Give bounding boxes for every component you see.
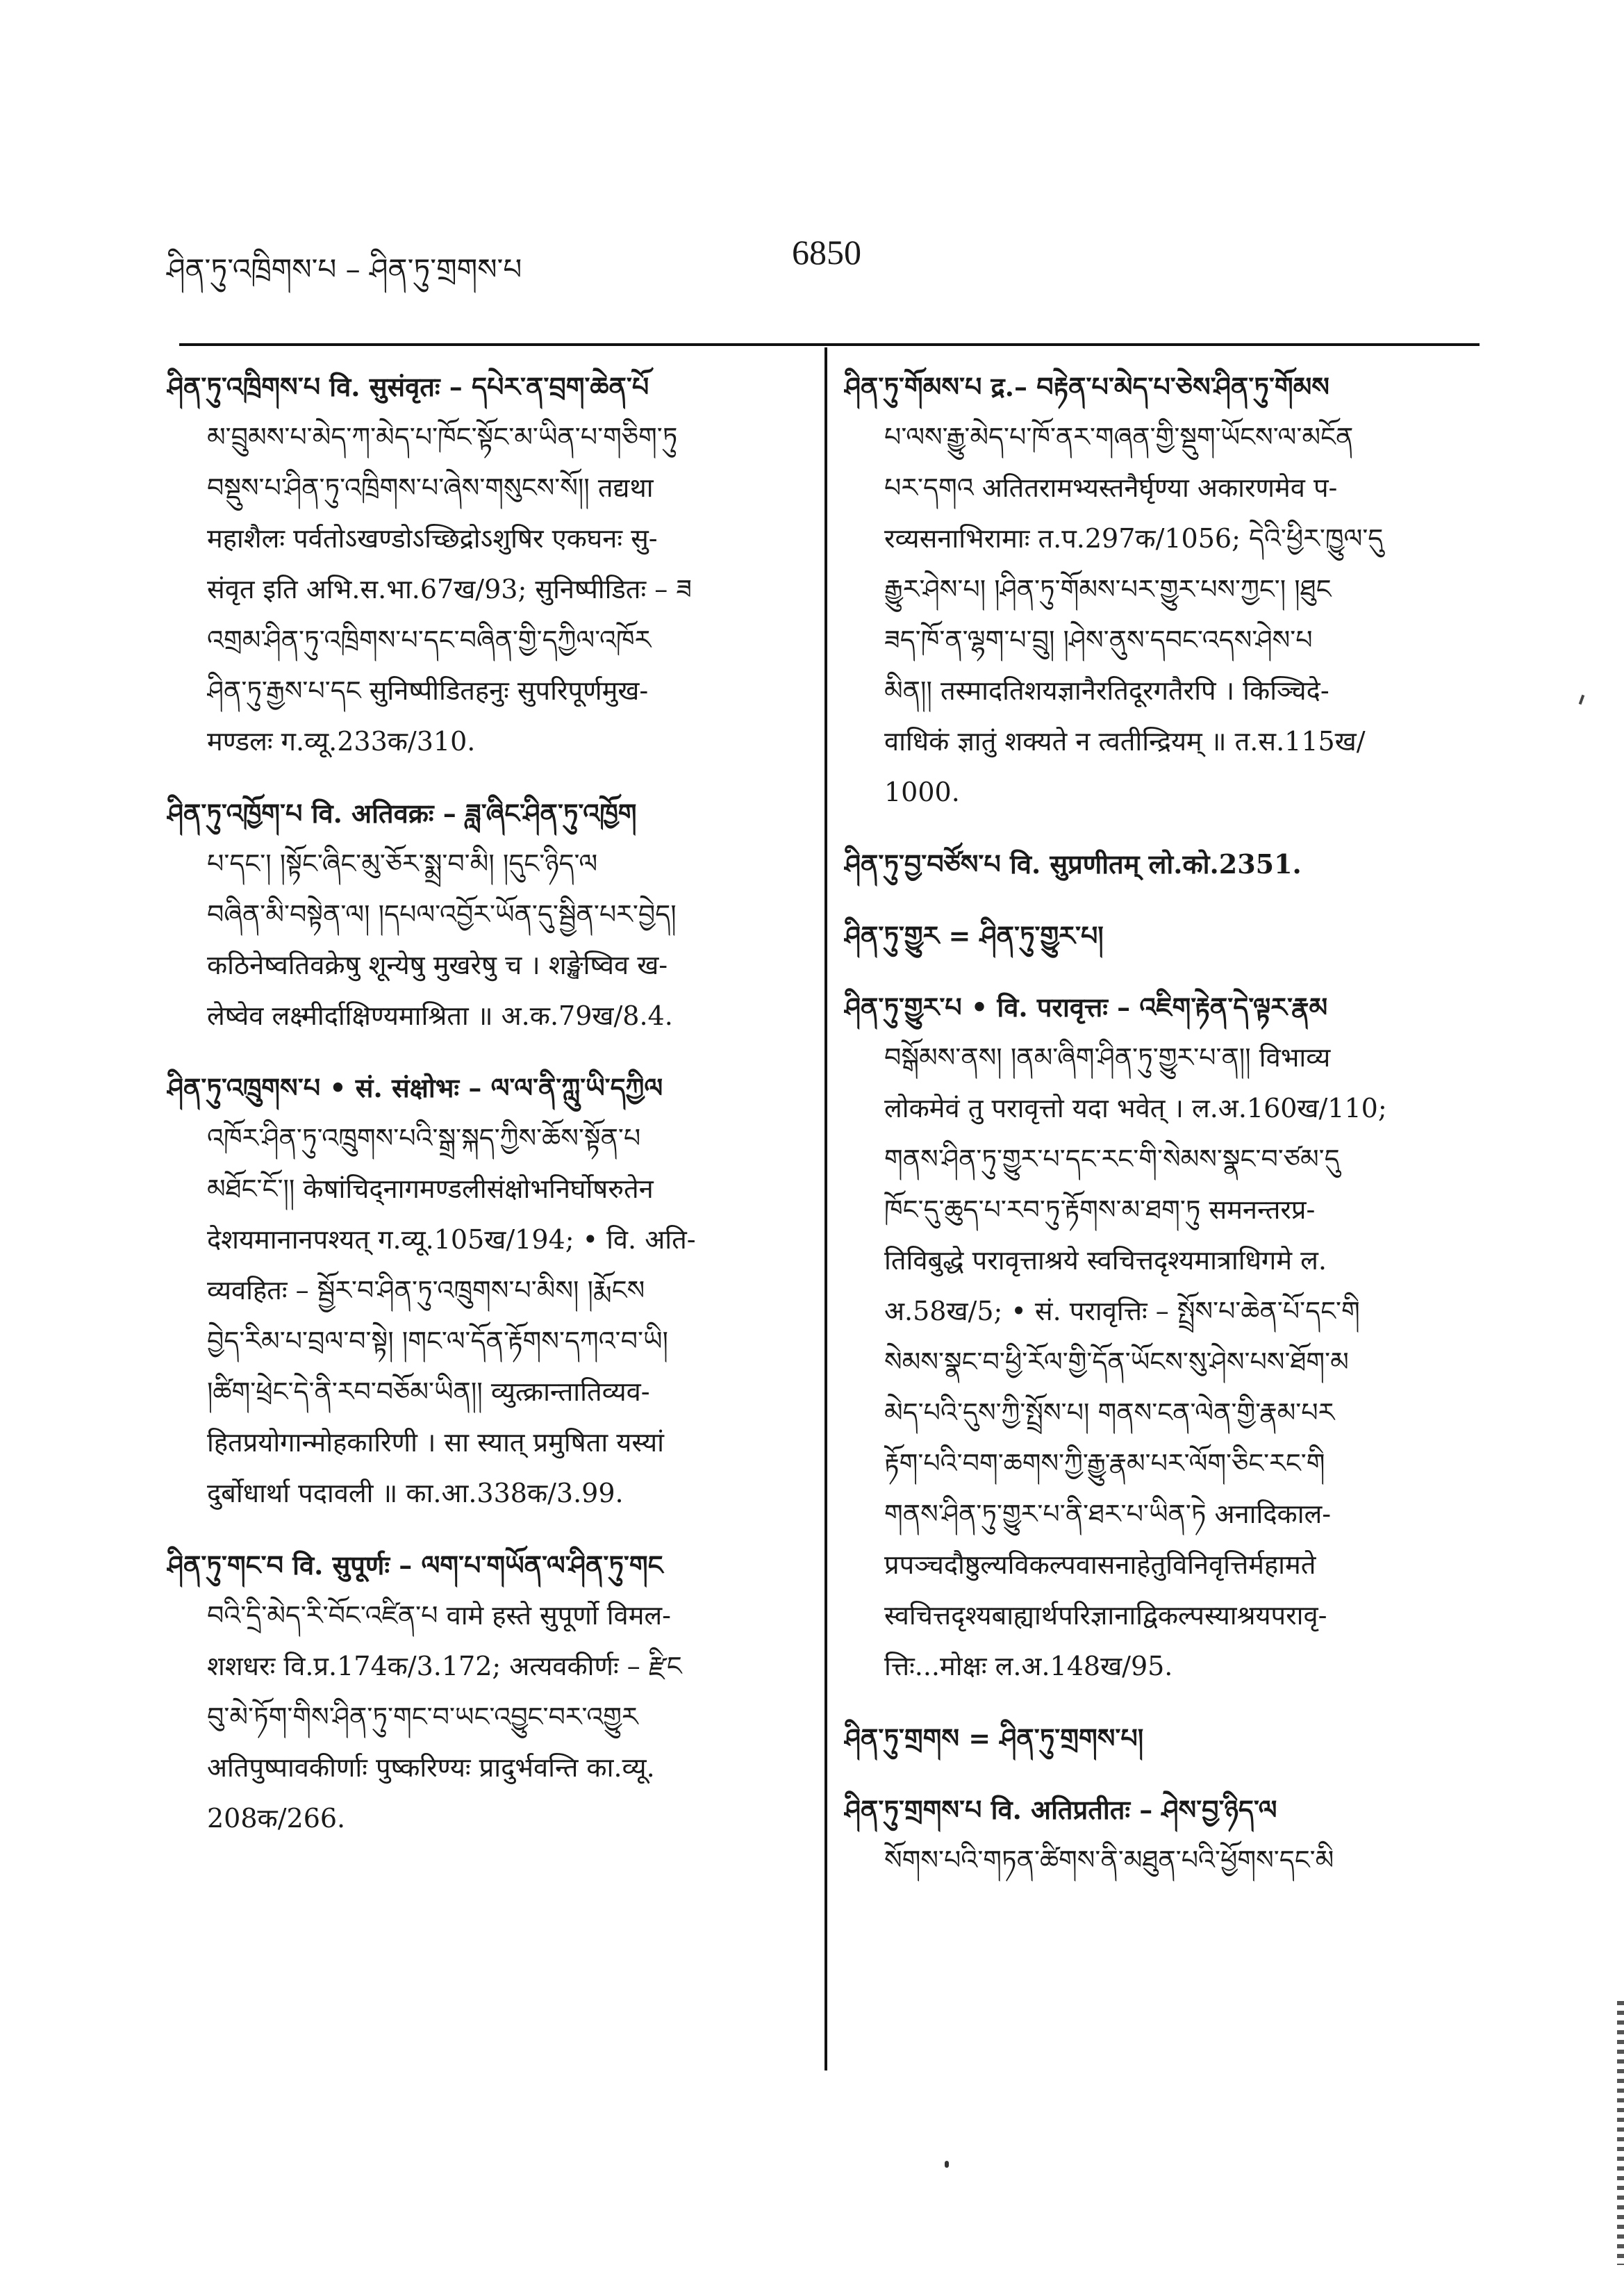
dictionary-entry <box>167 1062 806 1519</box>
entry-text-line: ཁོང་དུ་ཆུད་པ་རབ་ཏུ་རྟོགས་མ་ཐག་ཏུ समनन्तरप्र- <box>884 1194 1316 1225</box>
entry-text-line: བྱེད་རིམ་པ་བྲལ་བ་སྟེ། །གང་ལ་དོན་རྟོགས་དཀའ་བ་ཡི། <box>207 1326 668 1356</box>
entry-text-line: མཐོང་ངོ་།། केषांचिद्नागमण्डलीसंक्षोभनिर्घोषरुतेन <box>207 1174 654 1204</box>
dictionary-entry <box>844 839 1483 889</box>
entry-text-line: अ.58ख/5; • सं. परावृत्तिः – སྤྲོས་པ་ཆེན་པོ་དང་གི <box>884 1296 1360 1326</box>
dictionary-entry <box>844 1713 1483 1763</box>
entry-text-line: བཞིན་མི་བསྟེན་ལ། །དཔལ་འབྱོར་ཡོན་དུ་སྦྱིན་པར་བྱེད། <box>207 899 677 930</box>
entry-headword-line: ཤིན་ཏུ་གྱུར = ཤིན་ཏུ་གྱུར་པ། <box>844 920 1104 951</box>
page-number: 6850 <box>792 233 861 272</box>
dictionary-entry <box>167 788 806 1041</box>
entry-headword-line: ཤིན་ཏུ་འཁྲུགས་པ • सं. संक्षोभः – ལ་ལ་ནི་ཀླུ་ཡི་དཀྱིལ <box>167 1072 663 1103</box>
entry-text-line: མིན།། तस्मादतिशयज्ञानैरतिदूरगतैरपि । किञ्चिदे- <box>884 675 1329 706</box>
running-head: ཤིན་ཏུ་འཁྲིགས་པ – ཤིན་ཏུ་གྲགས་པ <box>167 252 522 286</box>
entry-text-line: པར་དགའ अतितरामभ्यस्तनैर्घृण्या अकारणमेव प- <box>884 472 1338 503</box>
stray-dot <box>945 2161 949 2168</box>
entry-text-line: संवृत इति अभि.स.भा.67ख/93; सुनिष्पीडितः – ཟ <box>207 574 693 604</box>
entry-text-line: མ་བྲུམས་པ་མེད་ཀ་མེད་པ་ཁོང་སྟོང་མ་ཡིན་པ་གཅིག་ཏུ <box>207 422 678 452</box>
dictionary-entry <box>167 1540 806 1844</box>
entry-text-line: འགྲམ་ཤིན་ཏུ་འཁྲིགས་པ་དང་བཞིན་གྱི་དཀྱིལ་འཁོར <box>207 625 652 655</box>
entry-text-line: 208क/266. <box>207 1803 346 1834</box>
entry-text-line: སེམས་སྣང་བ་ཕྱི་རོལ་གྱི་དོན་ཡོངས་སུ་ཤེས་པས་ཐོག་མ <box>884 1347 1349 1377</box>
entry-text-line: हितप्रयोगान्मोहकारिणी । सा स्यात् प्रमुषिता यस्यां <box>207 1427 664 1458</box>
entry-text-line: स्वचित्तदृश्यबाह्यार्थपरिज्ञानाद्विकल्पस्याश्रयपरावृ- <box>884 1600 1327 1631</box>
entry-text-line: མེད་པའི་དུས་ཀྱི་སྤྲོས་པ། གནས་ངན་ལེན་གྱི་རྣམ་པར <box>884 1397 1335 1428</box>
dictionary-entry <box>844 982 1483 1692</box>
entry-headword-line: ཤིན་ཏུ་བྱ་བཙོས་པ वि. सुप्रणीतम् लो.को.2351. <box>844 848 1302 880</box>
entry-text-line: བསྡུས་པ་ཤིན་ཏུ་འཁྲིགས་པ་ཞེས་གསུངས་སོ།། तद्यथा <box>207 472 654 503</box>
column-divider <box>825 347 827 2070</box>
entry-text-line: वाधिकं ज्ञातुं शक्यते न त्वतीन्द्रियम् ॥ त.स.115ख/ <box>884 726 1366 757</box>
header-rule <box>179 343 1480 346</box>
scan-edge-mark <box>1617 2001 1624 2265</box>
entry-text-line: कठिनेष्वतिवक्रेषु शून्येषु मुखरेषु च । शङ्खेष्विव ख- <box>207 950 668 980</box>
entry-headword-line: ཤིན་ཏུ་གོམས་པ द्र.– བརྟེན་པ་མེད་པ་ཅེས་ཤིན་ཏུ་གོམས <box>844 371 1329 402</box>
entry-text-line: བའི་དྲི་མེད་རི་བོང་འཛིན་པ वामे हस्ते सुपूर्णो विमल- <box>207 1600 672 1631</box>
entry-text-line: པ་ལས་རྒྱུ་མེད་པ་ཁོ་ནར་གཞན་གྱི་སྡུག་ཡོངས་ལ་མངོན <box>884 422 1354 452</box>
entry-text-line: གནས་ཤིན་ཏུ་གྱུར་པ་ནི་ཐར་པ་ཡིན་ཏེ अनादिकाल- <box>884 1499 1332 1529</box>
entry-text-line: །ཚིག་ཕྲེང་དེ་ནི་རབ་བཅོམ་ཡིན།། व्युत्क्रान्तातिव्यव- <box>207 1376 650 1407</box>
entry-text-line: प्रपञ्चदौष्ठुल्यविकल्पवासनाहेतुविनिवृत्तिर्महामते <box>884 1549 1316 1580</box>
entry-headword-line: ཤིན་ཏུ་འཁྱོག་པ वि. अतिवक्रः – ཟླ་ཞིང་ཤིན་ཏུ་འཁྱོག <box>167 798 637 829</box>
entry-text-line: གནས་ཤིན་ཏུ་གྱུར་པ་དང་རང་གི་སེམས་སྣང་བ་ཙམ་དུ <box>884 1144 1340 1174</box>
entry-text-line: འཁོར་ཤིན་ཏུ་འཁྲུགས་པའི་སྒྲ་སྐད་ཀྱིས་ཆོས་སྟོན་པ <box>207 1123 641 1153</box>
entry-headword-line: ཤིན་ཏུ་གྱུར་པ • वि. परावृत्तः – འཇིག་རྟེན་དེ་ལྟར་རྣམ <box>844 991 1328 1023</box>
entry-text-line: त्तिः...मोक्षः ल.अ.148ख/95. <box>884 1651 1173 1681</box>
entry-text-line: अतिपुष्पावकीर्णाः पुष्करिण्यः प्रादुर्भवन्ति का.व्यू. <box>207 1752 655 1783</box>
entry-text-line: ཤིན་ཏུ་རྒྱས་པ་དང सुनिष्पीडितहनुः सुपरिपूर्णमुख- <box>207 675 649 706</box>
entry-text-line: པ་དང་། །སྟོང་ཞིང་མུ་ཅོར་སྨྲ་བ་མི། །དུང་ཉིད་ལ <box>207 848 598 879</box>
dictionary-entry <box>844 910 1483 961</box>
entry-text-line: लेष्वेव लक्ष्मीर्दाक्षिण्यमाश्रिता ॥ अ.क.79ख/8.4. <box>207 1000 673 1031</box>
entry-text-line: རྟོག་པའི་བག་ཆགས་ཀྱི་རྒྱུ་རྣམ་པར་ལོག་ཅིང་རང་གི <box>884 1448 1325 1479</box>
entry-headword-line: ཤིན་ཏུ་གྲགས = ཤིན་ཏུ་གྲགས་པ། <box>844 1722 1144 1754</box>
entry-text-line: བུ་མེ་ཏོག་གིས་ཤིན་ཏུ་གང་བ་ཡང་འབྱུང་བར་འགྱུར <box>207 1702 638 1732</box>
dictionary-entry <box>844 361 1483 818</box>
dictionary-entry <box>167 361 806 767</box>
dictionary-entry <box>844 1784 1483 1886</box>
entry-text-line: ཟད་ཁོ་ན་ལྷག་པ་བྲུ། །ཤེས་ནུས་དབང་འདས་ཤེས་པ <box>884 625 1313 655</box>
entry-text-line: रव्यसनाभिरामाः त.प.297क/1056; དེའི་ཕྱིར་ཁྱུལ་དུ <box>884 523 1384 554</box>
entry-text-line: महाशैलः पर्वतोऽखण्डोऽच्छिद्रोऽशुषिर एकघनः सु- <box>207 523 658 554</box>
entry-text-line: लोकमेवं तु परावृत्तो यदा भवेत् । ल.अ.160ख/110; <box>884 1093 1387 1123</box>
entry-text-line: तिविबुद्धे परावृत्ताश्रये स्वचित्तदृश्यमात्राधिगमे ल. <box>884 1245 1327 1276</box>
left-column <box>167 361 806 1865</box>
margin-mark <box>1579 695 1585 705</box>
entry-text-line: 1000. <box>884 777 960 807</box>
right-column <box>844 361 1483 1907</box>
entry-text-line: བསྒོམས་ནས། །ནམ་ཞིག་ཤིན་ཏུ་གྱུར་པ་ན།། विभाव्य <box>884 1042 1331 1073</box>
entry-text-line: दुर्बोधार्था पदावली ॥ का.आ.338क/3.99. <box>207 1478 624 1508</box>
entry-headword-line: ཤིན་ཏུ་འཁྲིགས་པ वि. सुसंवृतः – དཔེར་ན་བྲག་ཆེན་པོ <box>167 371 649 402</box>
entry-text-line: देशयमानानपश्यत् ग.व्यू.105ख/194; • वि. अति- <box>207 1224 696 1255</box>
entry-text-line: རྒྱུར་ཤེས་པ། །ཤིན་ཏུ་གོམས་པར་གྱུར་པས་ཀྱང་། །ཐུང <box>884 574 1332 604</box>
entry-text-line: मण्डलः ग.व्यू.233क/310. <box>207 726 476 757</box>
entry-text-line: शशधरः वि.प्र.174क/3.172; अत्यवकीर्णः – རྫིང <box>207 1651 682 1681</box>
entry-text-line: व्यवहितः – སྦྱོར་བ་ཤིན་ཏུ་འཁྲུགས་པ་མིས། །རྨོངས <box>207 1275 645 1306</box>
entry-headword-line: ཤིན་ཏུ་གང་བ वि. सुपूर्णः – ལག་པ་གཡོན་ལ་ཤིན་ཏུ་གང <box>167 1549 663 1581</box>
entry-text-line: སོགས་པའི་གཏན་ཚིགས་ནི་མཐུན་པའི་ཕྱོགས་དང་མི <box>884 1845 1334 1875</box>
entry-headword-line: ཤིན་ཏུ་གྲགས་པ वि. अतिप्रतीतः – ཤེས་བྱ་ཉིད་ལ <box>844 1794 1277 1825</box>
page-header <box>167 233 1473 292</box>
